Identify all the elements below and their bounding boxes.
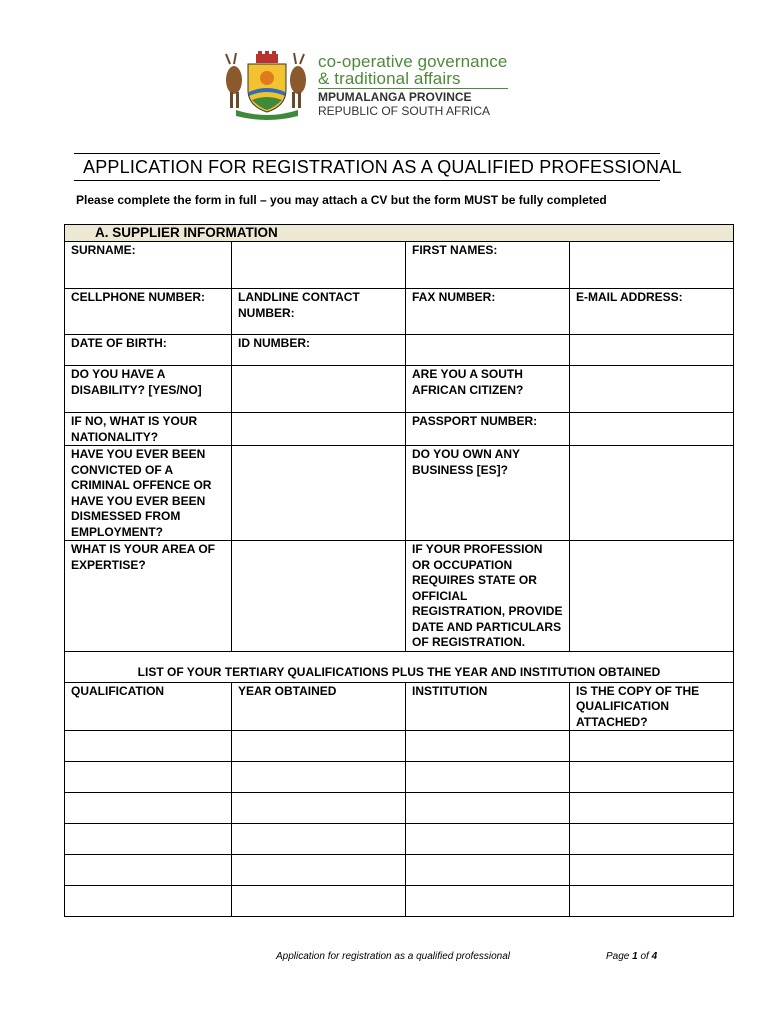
table-row bbox=[65, 762, 734, 793]
dob-label[interactable]: DATE OF BIRTH: bbox=[65, 335, 232, 366]
footer-page-number bbox=[606, 951, 657, 962]
first-names-label: FIRST NAMES: bbox=[406, 242, 570, 289]
year-cell[interactable] bbox=[232, 762, 406, 793]
criminal-record-field[interactable] bbox=[232, 446, 406, 541]
qualification-cell[interactable] bbox=[65, 886, 232, 917]
mpumalanga-coat-of-arms-icon bbox=[222, 50, 312, 120]
attached-cell[interactable] bbox=[570, 824, 734, 855]
institution-cell[interactable] bbox=[406, 762, 570, 793]
page-title: APPLICATION FOR REGISTRATION AS A QUALIFIED PROFESSIONAL bbox=[83, 157, 682, 177]
institution-cell[interactable] bbox=[406, 824, 570, 855]
passport-field[interactable] bbox=[570, 413, 734, 446]
nationality-field[interactable] bbox=[232, 413, 406, 446]
application-form-table bbox=[64, 224, 734, 917]
header-divider bbox=[318, 88, 508, 89]
registration-label: IF YOUR PROFESSION OR OCCUPATION REQUIRES STATE OR OFFICIAL REGISTRATION, PROVIDE DATE AND PARTICULARS OF REGISTRATION. bbox=[406, 541, 570, 652]
table-row bbox=[65, 824, 734, 855]
table-row bbox=[65, 731, 734, 762]
passport-label: PASSPORT NUMBER: bbox=[406, 413, 570, 446]
attached-cell[interactable] bbox=[570, 731, 734, 762]
institution-column-header: INSTITUTION bbox=[406, 682, 570, 731]
blank-cell[interactable] bbox=[570, 335, 734, 366]
footer-document-name: Application for registration as a qualified professional bbox=[276, 951, 511, 962]
surname-field[interactable] bbox=[232, 242, 406, 289]
page-total: 4 bbox=[651, 951, 658, 962]
title-banner bbox=[74, 153, 682, 181]
blank-cell[interactable] bbox=[406, 335, 570, 366]
qualification-cell[interactable] bbox=[65, 855, 232, 886]
year-cell[interactable] bbox=[232, 824, 406, 855]
expertise-field[interactable] bbox=[232, 541, 406, 652]
disability-label: DO YOU HAVE A DISABILITY? [YES/NO] bbox=[65, 366, 232, 413]
form-instructions: Please complete the form in full – you may attach a CV but the form MUST be fully completed bbox=[76, 193, 607, 207]
page-current: 1 bbox=[632, 951, 638, 962]
attached-cell[interactable] bbox=[570, 793, 734, 824]
year-cell[interactable] bbox=[232, 731, 406, 762]
institution-cell[interactable] bbox=[406, 793, 570, 824]
table-row bbox=[65, 793, 734, 824]
nationality-label: IF NO, WHAT IS YOUR NATIONALITY? bbox=[65, 413, 232, 446]
landline-label[interactable]: LANDLINE CONTACT NUMBER: bbox=[232, 289, 406, 335]
department-name-line2: & traditional affairs bbox=[318, 69, 461, 88]
year-obtained-column-header: YEAR OBTAINED bbox=[232, 682, 406, 731]
year-cell[interactable] bbox=[232, 793, 406, 824]
criminal-record-label: HAVE YOU EVER BEEN CONVICTED OF A CRIMINAL OFFENCE OR HAVE YOU EVER BEEN DISMESSED FROM EMPLOYMENT? bbox=[65, 446, 232, 541]
institution-cell[interactable] bbox=[406, 855, 570, 886]
id-number-label[interactable]: ID NUMBER: bbox=[232, 335, 406, 366]
email-label[interactable]: E-MAIL ADDRESS: bbox=[570, 289, 734, 335]
province-name: MPUMALANGA PROVINCE bbox=[318, 90, 472, 104]
section-a-heading: A. SUPPLIER INFORMATION bbox=[65, 225, 734, 242]
year-cell[interactable] bbox=[232, 855, 406, 886]
copy-attached-column-header: IS THE COPY OF THE QUALIFICATION ATTACHED? bbox=[570, 682, 734, 731]
citizen-field[interactable] bbox=[570, 366, 734, 413]
qualifications-heading: LIST OF YOUR TERTIARY QUALIFICATIONS PLUS THE YEAR AND INSTITUTION OBTAINED bbox=[65, 651, 734, 682]
expertise-label: WHAT IS YOUR AREA OF EXPERTISE? bbox=[65, 541, 232, 652]
country-name: REPUBLIC OF SOUTH AFRICA bbox=[318, 104, 491, 118]
fax-label[interactable]: FAX NUMBER: bbox=[406, 289, 570, 335]
qualification-cell[interactable] bbox=[65, 762, 232, 793]
table-row bbox=[65, 855, 734, 886]
disability-field[interactable] bbox=[232, 366, 406, 413]
attached-cell[interactable] bbox=[570, 762, 734, 793]
qualification-cell[interactable] bbox=[65, 793, 232, 824]
institution-cell[interactable] bbox=[406, 886, 570, 917]
institution-cell[interactable] bbox=[406, 731, 570, 762]
header-logo bbox=[222, 50, 522, 120]
attached-cell[interactable] bbox=[570, 886, 734, 917]
first-names-field[interactable] bbox=[570, 242, 734, 289]
page-word: Page bbox=[606, 951, 630, 962]
qualification-column-header: QUALIFICATION bbox=[65, 682, 232, 731]
registration-field[interactable] bbox=[570, 541, 734, 652]
attached-cell[interactable] bbox=[570, 855, 734, 886]
own-business-field[interactable] bbox=[570, 446, 734, 541]
qualification-cell[interactable] bbox=[65, 824, 232, 855]
year-cell[interactable] bbox=[232, 886, 406, 917]
department-name-line1: co-operative governance bbox=[318, 52, 508, 71]
citizen-label: ARE YOU A SOUTH AFRICAN CITIZEN? bbox=[406, 366, 570, 413]
table-row bbox=[65, 886, 734, 917]
surname-label: SURNAME: bbox=[65, 242, 232, 289]
qualification-cell[interactable] bbox=[65, 731, 232, 762]
page-of: of bbox=[640, 951, 649, 962]
own-business-label: DO YOU OWN ANY BUSINESS [ES]? bbox=[406, 446, 570, 541]
cellphone-label[interactable]: CELLPHONE NUMBER: bbox=[65, 289, 232, 335]
